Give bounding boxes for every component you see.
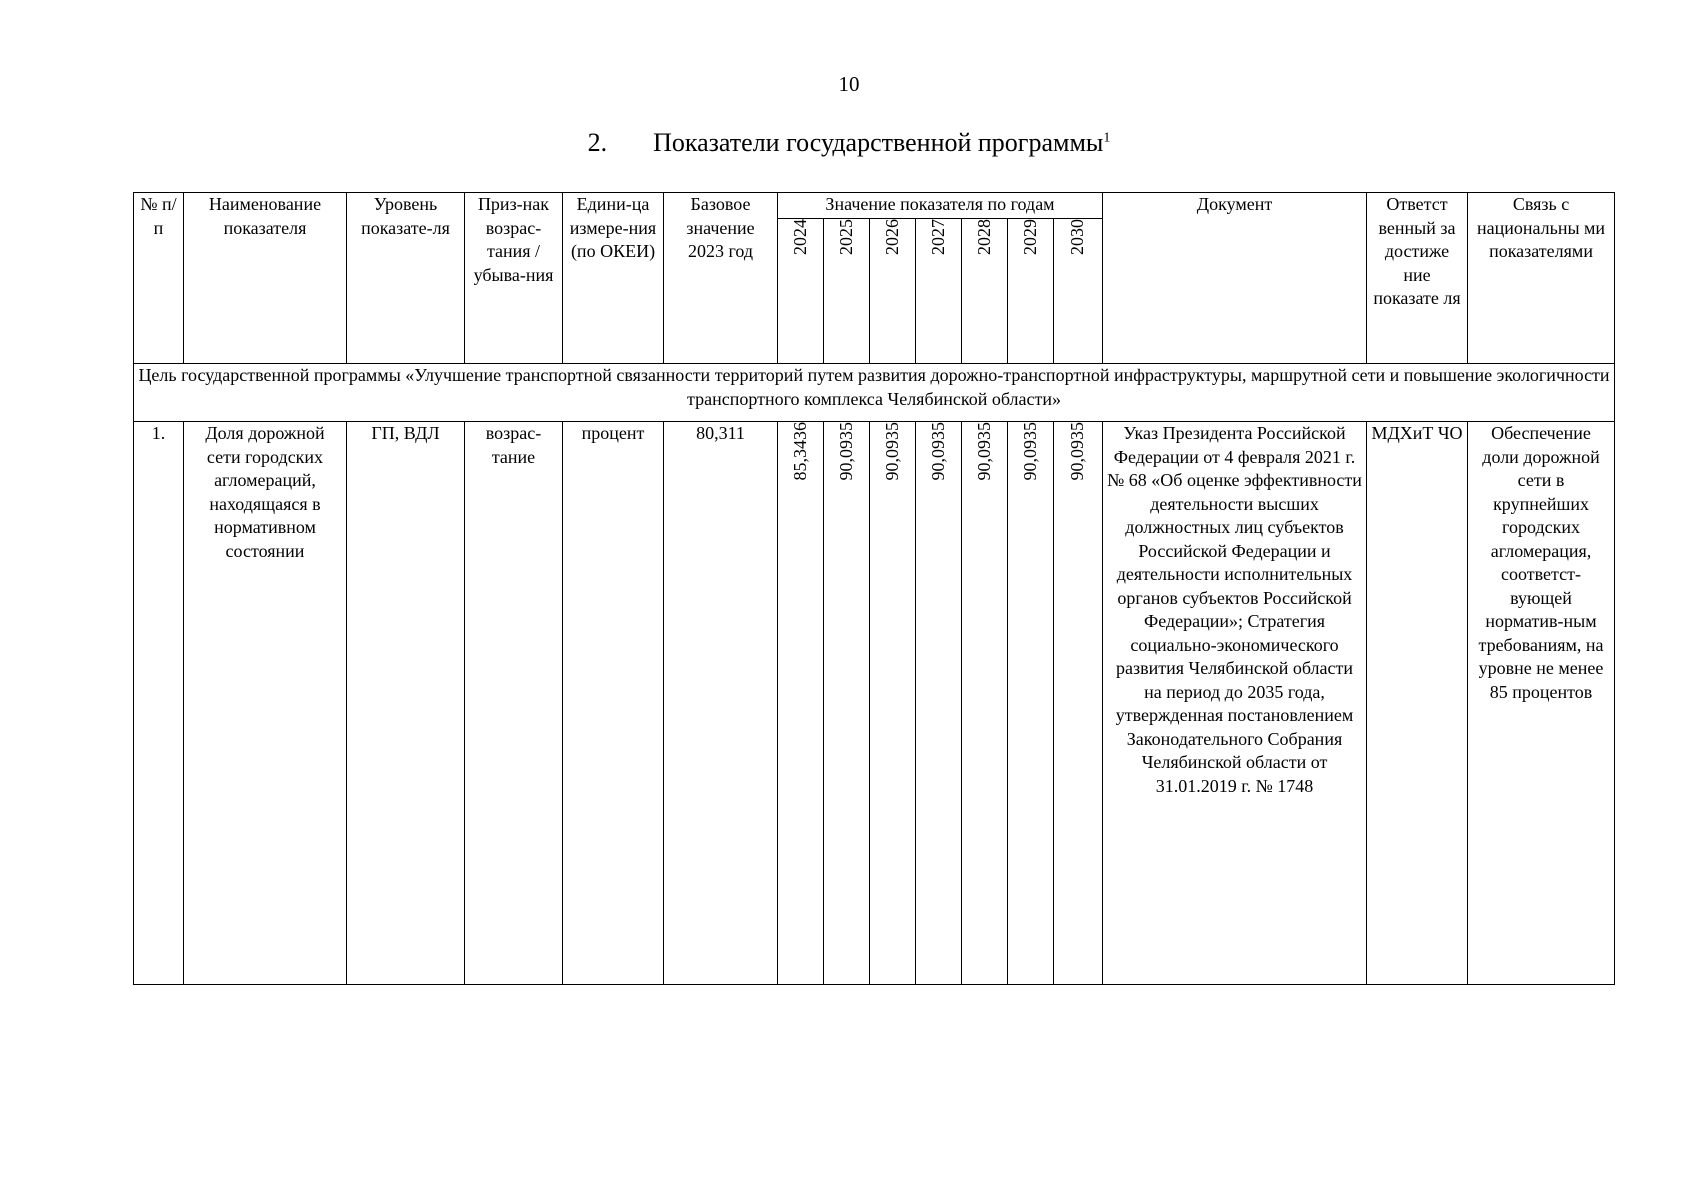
section-title-text: Показатели государственной программы <box>653 128 1104 157</box>
header-year-label: 2027 <box>927 219 948 255</box>
header-year-label: 2026 <box>881 219 902 255</box>
header-num: № п/п <box>134 193 184 364</box>
footnote-mark: 1 <box>1103 130 1111 146</box>
row-name: Доля дорожной сети городских агломераций, находящаяся в нормативном состоянии <box>184 422 347 985</box>
header-year-label: 2030 <box>1067 219 1088 255</box>
row-value-text: 85,3436 <box>789 422 810 481</box>
header-level: Уровень показате-ля <box>347 193 465 364</box>
indicators-table <box>133 192 1615 985</box>
header-unit: Едини-ца измере-ния (по ОКЕИ) <box>563 193 664 364</box>
row-value <box>870 422 916 985</box>
section-title <box>0 128 1698 158</box>
row-value-text: 90,0935 <box>881 422 902 481</box>
table-row <box>134 422 1615 985</box>
row-value <box>1054 422 1103 985</box>
header-year <box>870 219 916 364</box>
row-value <box>1008 422 1054 985</box>
header-year <box>824 219 870 364</box>
header-name: Наименование показателя <box>184 193 347 364</box>
header-link: Связь с национальны ми показателями <box>1468 193 1615 364</box>
row-value <box>778 422 824 985</box>
section-number: 2. <box>587 128 608 157</box>
row-base: 80,311 <box>664 422 778 985</box>
header-year-label: 2024 <box>789 219 810 255</box>
header-year-label: 2029 <box>1019 219 1040 255</box>
goal-text: Цель государственной программы «Улучшение транспортной связанности территорий путем развития дорожно-транспортной инфраструктуры, маршрутной сети и повышение экологичности транспортного комплекса Челябинской области» <box>134 364 1615 422</box>
row-unit: процент <box>563 422 664 985</box>
row-responsible: МДХиТ ЧО <box>1367 422 1468 985</box>
header-years-group: Значение показателя по годам <box>778 193 1103 219</box>
header-year <box>778 219 824 364</box>
header-year-label: 2025 <box>835 219 856 255</box>
goal-row <box>134 364 1615 422</box>
header-year <box>916 219 962 364</box>
header-base: Базовое значение 2023 год <box>664 193 778 364</box>
header-trend: Приз-нак возрас-тания / убыва-ния <box>465 193 563 364</box>
header-responsible: Ответст венный за достиже ние показате ля <box>1367 193 1468 364</box>
header-year <box>1054 219 1103 364</box>
header-year <box>962 219 1008 364</box>
row-value <box>916 422 962 985</box>
row-value <box>962 422 1008 985</box>
row-link: Обеспечение доли дорожной сети в крупнейших городских агломерация, соответст-вующей норматив-ным требованиям, на уровне не менее 85 процентов <box>1468 422 1615 985</box>
row-level: ГП, ВДЛ <box>347 422 465 985</box>
row-value-text: 90,0935 <box>1067 422 1088 481</box>
row-value-text: 90,0935 <box>973 422 994 481</box>
header-row <box>134 193 1615 219</box>
row-value-text: 90,0935 <box>927 422 948 481</box>
row-value-text: 90,0935 <box>1019 422 1040 481</box>
row-trend: возрас-тание <box>465 422 563 985</box>
row-document: Указ Президента Российской Федерации от 4 февраля 2021 г. № 68 «Об оценке эффективности деятельности высших должностных лиц субъектов Российской Федерации и деятельности исполнительных органов субъектов Российской Федерации»; Стратегия социально-экономического развития Челябинской области на период до 2035 года, утвержденная постановлением Законодательного Собрания Челябинской области от 31.01.2019 г. № 1748 <box>1103 422 1367 985</box>
row-value <box>824 422 870 985</box>
header-document: Документ <box>1103 193 1367 364</box>
row-num: 1. <box>134 422 184 985</box>
page-number: 10 <box>838 72 860 96</box>
header-year <box>1008 219 1054 364</box>
row-value-text: 90,0935 <box>835 422 856 481</box>
header-year-label: 2028 <box>973 219 994 255</box>
